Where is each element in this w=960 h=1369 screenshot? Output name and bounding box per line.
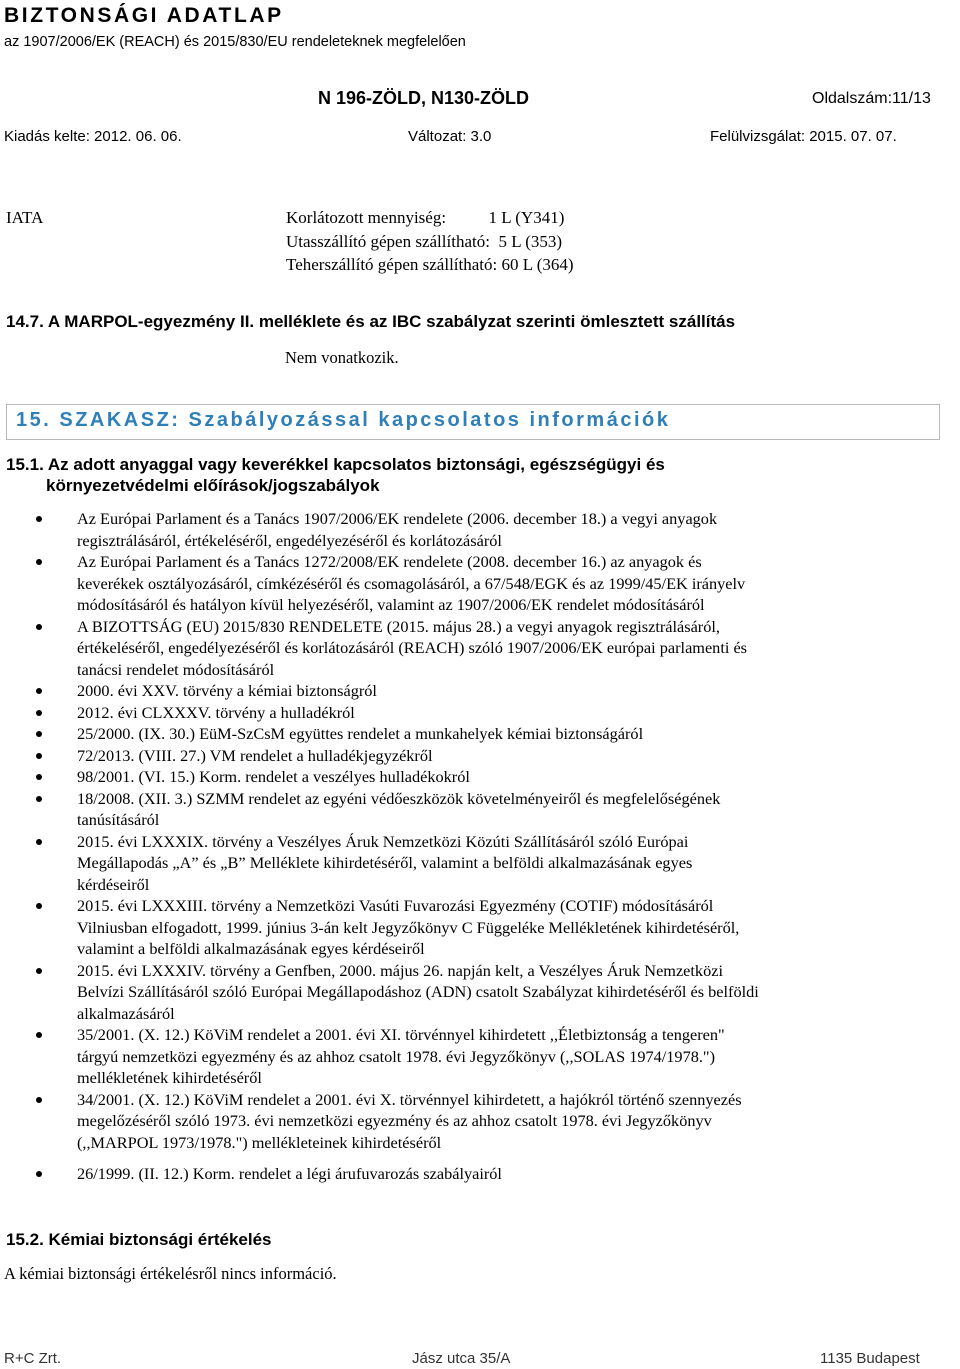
regulation-text-line: Az Európai Parlament és a Tanács 1907/2006/EK rendelete (2006. december 18.) a vegyi anyagok — [77, 509, 718, 528]
regulation-item — [0, 960, 940, 1025]
product-name: N 196-ZÖLD, N130-ZÖLD — [318, 88, 530, 108]
regulation-item — [0, 831, 940, 896]
regulation-text-line: értékeléséről, engedélyezéséről és korlátozásáról (REACH) szóló 1907/2006/EK európai parlamenti és — [77, 638, 748, 657]
regulation-item — [0, 723, 940, 745]
subsection-15-2-heading: 15.2. Kémiai biztonsági értékelés — [6, 1230, 272, 1249]
bullet-icon — [36, 774, 42, 780]
iata-line: Utasszállító gépen szállítható: 5 L (353) — [286, 232, 563, 251]
footer-company: R+C Zrt. — [4, 1350, 62, 1367]
regulation-text-line: 98/2001. (VI. 15.) Korm. rendelet a veszélyes hulladékokról — [77, 767, 470, 786]
regulation-item — [0, 551, 940, 616]
regulation-text-line: 2012. évi CLXXXV. törvény a hulladékról — [77, 702, 355, 722]
regulation-text-line: alkalmazásáról — [77, 1003, 175, 1023]
regulation-text-line: tanácsi rendelet módosításáról — [77, 659, 275, 679]
bullet-icon — [36, 903, 42, 909]
iata-label: IATA — [6, 208, 44, 227]
regulation-text-line: módosításáról és hatályon kívül helyezéséről, valamint az 1907/2006/EK rendelet módosításáról — [77, 595, 705, 614]
iata-line: Korlátozott mennyiség: 1 L (Y341) — [286, 208, 565, 227]
regulation-item — [0, 895, 940, 960]
regulation-text-line: valamint a belföldi alkalmazásának egyes kérdéseiről — [77, 939, 425, 958]
bullet-icon — [36, 1171, 42, 1177]
regulation-text-line: mellékletének kihirdetéséről — [77, 1068, 262, 1087]
regulation-text-line: tárgyú nemzetközi egyezmény és az ahhoz csatolt 1978. évi Jegyzőkönyv (,,SOLAS 1974/1978.") — [77, 1046, 715, 1066]
subsection-15-1-heading: környezetvédelmi előírások/jogszabályok — [46, 476, 380, 495]
regulation-item — [0, 766, 940, 788]
bullet-icon — [36, 624, 42, 630]
regulation-text-line: 2015. évi LXXXIII. törvény a Nemzetközi Vasúti Fuvarozási Egyezmény (COTIF) módosításáról — [77, 896, 714, 915]
regulation-text-line: Vilniusban elfogadott, 1999. június 3-án kelt Jegyzőkönyv C Függeléke Mellékletének kihirdetéséről, — [77, 917, 740, 937]
iata-line: Teherszállító gépen szállítható: 60 L (364) — [286, 255, 574, 274]
bullet-icon — [36, 516, 42, 522]
regulation-text-line: Belvízi Szállításáról szóló Európai Megállapodáshoz (ADN) csatolt Szabályzat kihirdetéséről és belföldi — [77, 982, 759, 1001]
marpol-text: Nem vonatkozik. — [285, 348, 399, 367]
regulation-text-line: megelőzéséről szóló 1973. évi nemzetközi egyezmény és az ahhoz csatolt 1978. évi Jegyzőkönyv — [77, 1111, 712, 1130]
regulation-text-line: 2015. évi LXXXIV. törvény a Genfben, 2000. május 26. napján kelt, a Veszélyes Áruk Nemzetközi — [77, 960, 723, 980]
regulation-text-line: 34/2001. (X. 12.) KöViM rendelet a 2001. évi X. törvénnyel kihirdetett, a hajókról történő szennyezés — [77, 1089, 742, 1109]
regulation-text-line: Megállapodás „A” és „B” Melléklete kihirdetéséről, valamint a belföldi alkalmazásának egyes — [77, 853, 693, 872]
bullet-icon — [36, 839, 42, 845]
regulation-item — [0, 1024, 940, 1089]
bullet-icon — [36, 968, 42, 974]
revision-date: Felülvizsgálat: 2015. 07. 07. — [710, 128, 897, 145]
regulation-item — [0, 1163, 940, 1185]
regulation-text-line: Az Európai Parlament és a Tanács 1272/2008/EK rendelete (2008. december 16.) az anyagok és — [77, 552, 702, 571]
version: Változat: 3.0 — [408, 128, 492, 145]
regulation-item — [0, 745, 940, 767]
regulation-text-line: 2015. évi LXXXIX. törvény a Veszélyes Áruk Nemzetközi Közúti Szállításáról szóló Európai — [77, 831, 689, 851]
bullet-icon — [36, 1032, 42, 1038]
section-15-title: 15. SZAKASZ: Szabályozással kapcsolatos információk — [16, 409, 671, 431]
regulation-text-line: regisztrálásáról, értékeléséről, engedélyezéséről és korlátozásáról — [77, 530, 502, 550]
regulation-text-line: 18/2008. (XII. 3.) SZMM rendelet az egyéni védőeszközök követelményeiről és megfelelőségének — [77, 788, 721, 808]
regulation-item — [0, 788, 940, 831]
regulation-text-line: 72/2013. (VIII. 27.) VM rendelet a hulladékjegyzékről — [77, 745, 433, 765]
bullet-icon — [36, 1097, 42, 1103]
footer-city: 1135 Budapest — [820, 1350, 920, 1367]
regulation-item — [0, 702, 940, 724]
page-number: Oldalszám:11/13 — [812, 90, 931, 107]
bullet-icon — [36, 710, 42, 716]
regulation-text-line: kérdéseiről — [77, 874, 150, 894]
regulation-text-line: 25/2000. (IX. 30.) EüM-SzCsM együttes rendelet a munkahelyek kémiai biztonságáról — [77, 724, 644, 743]
subsection-15-1-heading: 15.1. Az adott anyaggal vagy keverékkel kapcsolatos biztonsági, egészségügyi és — [6, 455, 665, 474]
regulation-text-line: A BIZOTTSÁG (EU) 2015/830 RENDELETE (2015. május 28.) a vegyi anyagok regisztrálásáról, — [77, 616, 720, 636]
section-15-header — [6, 404, 940, 440]
issue-date: Kiadás kelte: 2012. 06. 06. — [4, 128, 182, 145]
marpol-heading: 14.7. A MARPOL-egyezmény II. melléklete és az IBC szabályzat szerinti ömlesztett szállítás — [6, 312, 736, 331]
doc-subtitle: az 1907/2006/EK (REACH) és 2015/830/EU rendeleteknek megfelelően — [4, 34, 466, 50]
bullet-icon — [36, 796, 42, 802]
regulation-text-line: keverékek osztályozásáról, címkézéséről és csomagolásáról, a 67/548/EGK és az 1999/45/EK irányelv — [77, 573, 746, 593]
bullet-icon — [36, 753, 42, 759]
regulation-list — [0, 508, 940, 1185]
footer-address: Jász utca 35/A — [412, 1350, 511, 1367]
regulation-item — [0, 508, 940, 551]
regulation-item — [0, 680, 940, 702]
bullet-icon — [36, 688, 42, 694]
doc-title: BIZTONSÁGI ADATLAP — [4, 4, 284, 27]
subsection-15-2-text: A kémiai biztonsági értékelésről nincs információ. — [4, 1264, 337, 1283]
regulation-text-line: 35/2001. (X. 12.) KöViM rendelet a 2001. évi XI. törvénnyel kihirdetett ,,Életbiztonság a tengeren" — [77, 1025, 725, 1044]
regulation-text-line: (,,MARPOL 1973/1978.") mellékleteinek kihirdetéséről — [77, 1132, 442, 1152]
bullet-icon — [36, 559, 42, 565]
regulation-text-line: 26/1999. (II. 12.) Korm. rendelet a légi árufuvarozás szabályairól — [77, 1164, 502, 1183]
regulation-item — [0, 616, 940, 681]
regulation-text-line: tanúsításáról — [77, 810, 160, 829]
regulation-text-line: 2000. évi XXV. törvény a kémiai biztonságról — [77, 681, 377, 700]
regulation-item — [0, 1089, 940, 1154]
bullet-icon — [36, 731, 42, 737]
